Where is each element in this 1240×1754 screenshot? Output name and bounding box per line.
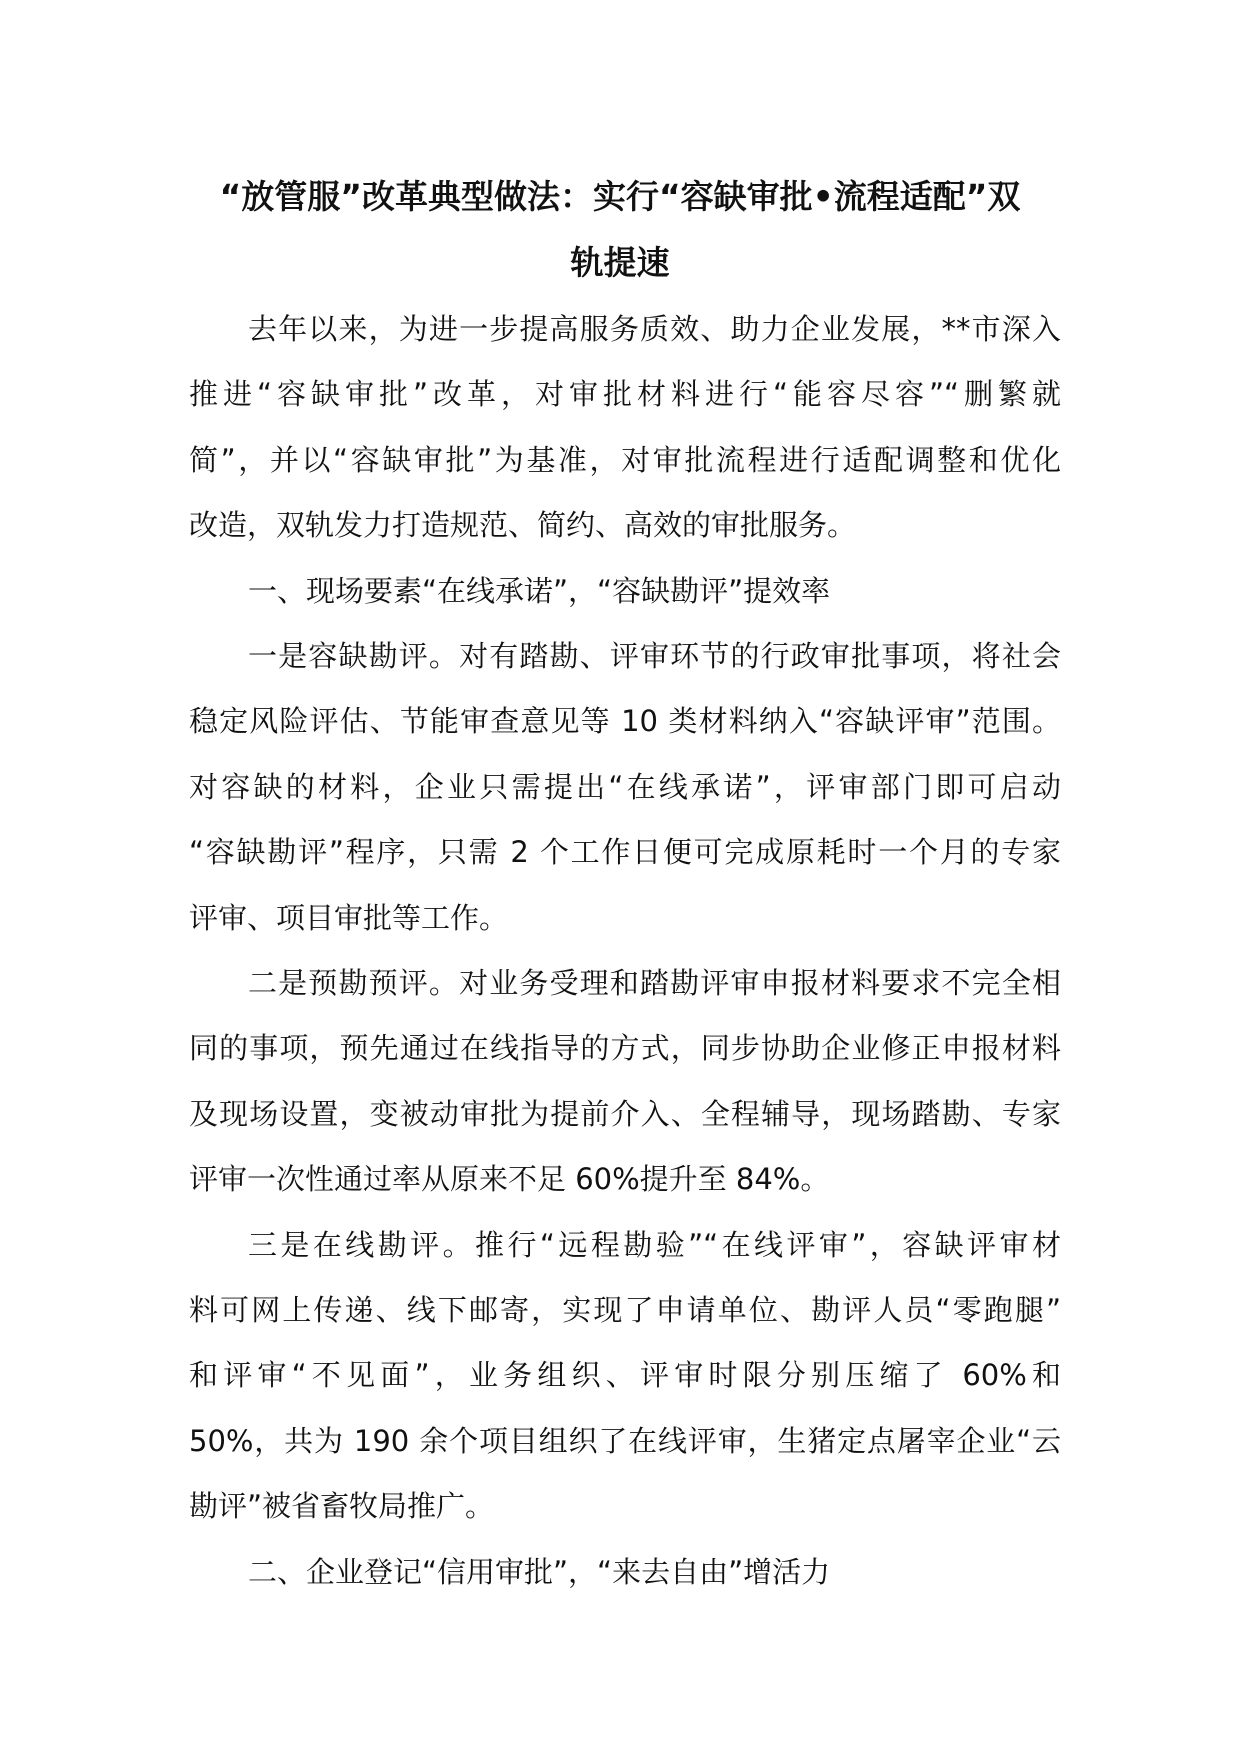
paragraph-line: 勘评”被省畜牧局推广。 [189, 1489, 495, 1524]
section-heading: 一、现场要素“在线承诺”，“容缺勘评”提效率 [248, 573, 831, 608]
document-title-line-2: 轨提速 [570, 243, 670, 282]
paragraph-line: 二是预勘预评。对业务受理和踏勘评审申报材料要求不完全相 [248, 966, 1061, 1000]
section-heading: 二、企业登记“信用审批”，“来去自由”增活力 [248, 1554, 831, 1589]
paragraph-line: 评审、项目审批等工作。 [189, 900, 509, 935]
paragraph-line: 去年以来，为进一步提高服务质效、助力企业发展，**市深入 [248, 312, 1061, 346]
paragraph-line: “容缺勘评”程序，只需 2 个工作日便可完成原耗时一个月的专家 [189, 835, 1061, 870]
paragraph-line: 改造，双轨发力打造规范、简约、高效的审批服务。 [189, 508, 857, 543]
paragraph-line: 及现场设置，变被动审批为提前介入、全程辅导，现场踏勘、专家 [189, 1096, 1061, 1131]
paragraph-line: 一是容缺勘评。对有踏勘、评审环节的行政审批事项，将社会 [248, 639, 1061, 673]
paragraph-line: 稳定风险评估、节能审查意见等 10 类材料纳入“容缺评审”范围。 [189, 704, 1061, 739]
paragraph-line: 对容缺的材料，企业只需提出“在线承诺”，评审部门即可启动 [189, 769, 1061, 804]
document-title-line-1: “放管服”改革典型做法：实行“容缺审批•流程适配”双 [219, 177, 1021, 216]
paragraph-line: 50%，共为 190 余个项目组织了在线评审，生猪定点屠宰企业“云 [189, 1423, 1061, 1458]
paragraph-line: 同的事项，预先通过在线指导的方式，同步协助企业修正申报材料 [189, 1031, 1061, 1066]
paragraph-line: 推进“容缺审批”改革，对审批材料进行“能容尽容”“删繁就 [189, 377, 1061, 412]
paragraph-line: 料可网上传递、线下邮寄，实现了申请单位、勘评人员“零跑腿” [189, 1293, 1061, 1327]
paragraph-line: 和评审“不见面”，业务组织、评审时限分别压缩了 60%和 [189, 1358, 1061, 1393]
paragraph-line: 三是在线勘评。推行“远程勘验”“在线评审”，容缺评审材 [248, 1227, 1061, 1262]
paragraph-line: 简”，并以“容缺审批”为基准，对审批流程进行适配调整和优化 [189, 442, 1061, 477]
paragraph-line: 评审一次性通过率从原来不足 60%提升至 84%。 [189, 1162, 830, 1197]
